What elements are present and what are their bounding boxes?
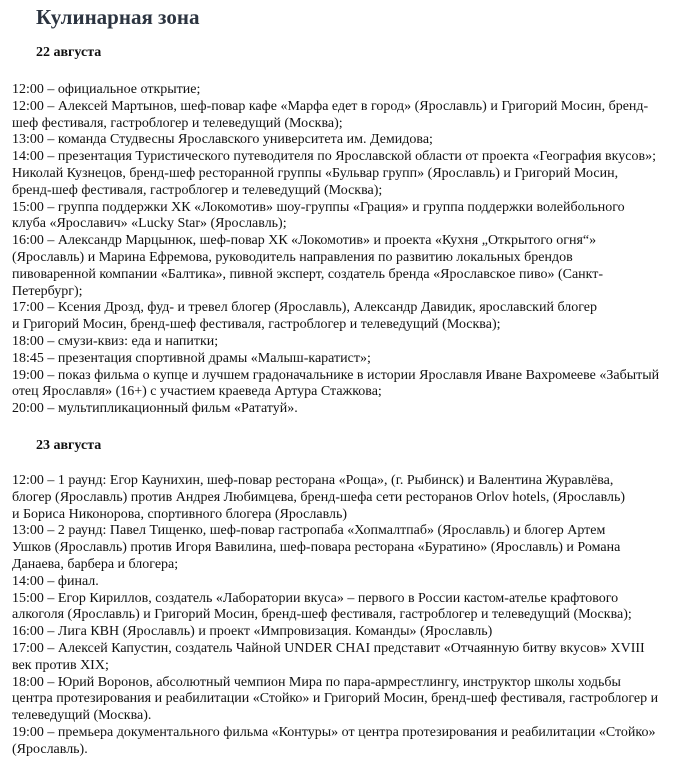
schedule-line: 18:00 – Юрий Воронов, абсолютный чемпион Мира по пара-армрестлингу, инструктор школы ходьбы [12,674,621,690]
schedule-line: алкоголя (Ярославль) и Григорий Мосин, бренд-шеф фестиваля, гастроблогер и телеведущий (Москва); [12,607,632,623]
schedule-line: отец Ярославля» (16+) с участием краеведа Артура Стажкова; [12,384,382,400]
schedule-line: центра протезирования и реабилитации «Стойко» и Григорий Мосин, бренд-шеф фестиваля, гастроблогер и [12,691,659,707]
schedule-list-day-2 [12,473,692,758]
schedule-line: 12:00 – Алексей Мартынов, шеф-повар кафе «Марфа едет в город» (Ярославль) и Григорий Мосин, бренд- [12,98,649,114]
schedule-list-day-1 [12,82,692,418]
schedule-line: блогер (Ярославль) против Андрея Любимцева, бренд-шефа сети ресторанов Orlov hotels, (Ярославль) [12,489,626,505]
schedule-line: 12:00 – 1 раунд: Егор Каунихин, шеф-повар ресторана «Роща», (г. Рыбинск) и Валентина Журавлёва, [12,472,614,488]
schedule-line: 13:00 – команда Студвесны Ярославского университета им. Демидова; [12,132,433,148]
schedule-line: Петербург); [12,283,83,299]
schedule-line: 18:45 – презентация спортивной драмы «Малыш-каратист»; [12,350,371,366]
schedule-line: 17:00 – Алексей Капустин, создатель Чайной UNDER CHAI представит «Отчаянную битву вкусов» XVIII [12,640,645,656]
schedule-line: (Ярославль) и Марина Ефремова, руководитель направления по развитию локальных брендов [12,249,573,265]
schedule-line: телеведущий (Москва). [12,708,152,724]
schedule-line: 17:00 – Ксения Дрозд, фуд- и тревел блогер (Ярославль), Александр Давидик, ярославский блогер [12,300,597,316]
schedule-line: Ушков (Ярославль) против Игоря Вавилина, шеф-повара ресторана «Буратино» (Ярославль) и Романа [12,540,621,556]
schedule-line: 16:00 – Александр Марцынюк, шеф-повар ХК «Локомотив» и проекта «Кухня „Открытого огня“» [12,233,597,249]
schedule-line: и Григорий Мосин, бренд-шеф фестиваля, гастроблогер и телеведущий (Москва); [12,317,501,333]
schedule-line: бренд-шеф фестиваля, гастроблогер и телеведущий (Москва); [12,182,383,198]
schedule-line: век против XIX; [12,657,109,673]
schedule-line: и Бориса Никонорова, спортивного блогера (Ярославль) [12,506,348,522]
schedule-line: 12:00 – официальное открытие; [12,82,201,97]
day-heading-23-august: 23 августа [36,437,102,453]
schedule-line: 15:00 – Егор Кириллов, создатель «Лаборатории вкуса» – первого в России кастом-ателье крафтового [12,590,619,606]
schedule-line: шеф фестиваля, гастроблогер и телеведущий (Москва); [12,115,343,131]
day-heading-22-august: 22 августа [36,45,102,60]
schedule-line: 13:00 – 2 раунд: Павел Тищенко, шеф-повар гастропаба «Хопмалтпаб» (Ярославль) и блогер Артем [12,523,606,539]
schedule-line: пивоваренной компании «Балтика», пивной эксперт, создатель бренда «Ярославское пиво» (Санкт- [12,266,604,282]
schedule-line: 18:00 – смузи-квиз: еда и напитки; [12,333,219,349]
schedule-line: Данаева, барбера и блогера; [12,556,179,572]
schedule-line: 14:00 – финал. [12,573,99,589]
schedule-page [12,0,692,758]
page-title: Кулинарная зона [36,5,200,29]
schedule-line: 20:00 – мультипликационный фильм «Рататуй». [12,401,298,417]
schedule-line: 15:00 – группа поддержки ХК «Локомотив» шоу-группы «Грация» и группа поддержки волейбольного [12,199,625,215]
schedule-line: клуба «Ярославич» «Lucky Star» (Ярославль); [12,216,287,232]
schedule-line: 16:00 – Лига КВН (Ярославль) и проект «Импровизация. Команды» (Ярославль) [12,624,493,640]
schedule-line: 19:00 – премьера документального фильма «Контуры» от центра протезирования и реабилитации «Стойко» [12,724,656,740]
schedule-line: (Ярославль). [12,741,88,757]
schedule-line: Николай Кузнецов, бренд-шеф ресторанной группы «Бульвар групп» (Ярославль) и Григорий Мосин, [12,165,619,181]
schedule-line: 14:00 – презентация Туристического путеводителя по Ярославской области от проекта «География вкусов»; [12,149,656,165]
schedule-line: 19:00 – показ фильма о купце и лучшем градоначальнике в истории Ярославля Иване Вахромееве «Забытый [12,367,660,383]
